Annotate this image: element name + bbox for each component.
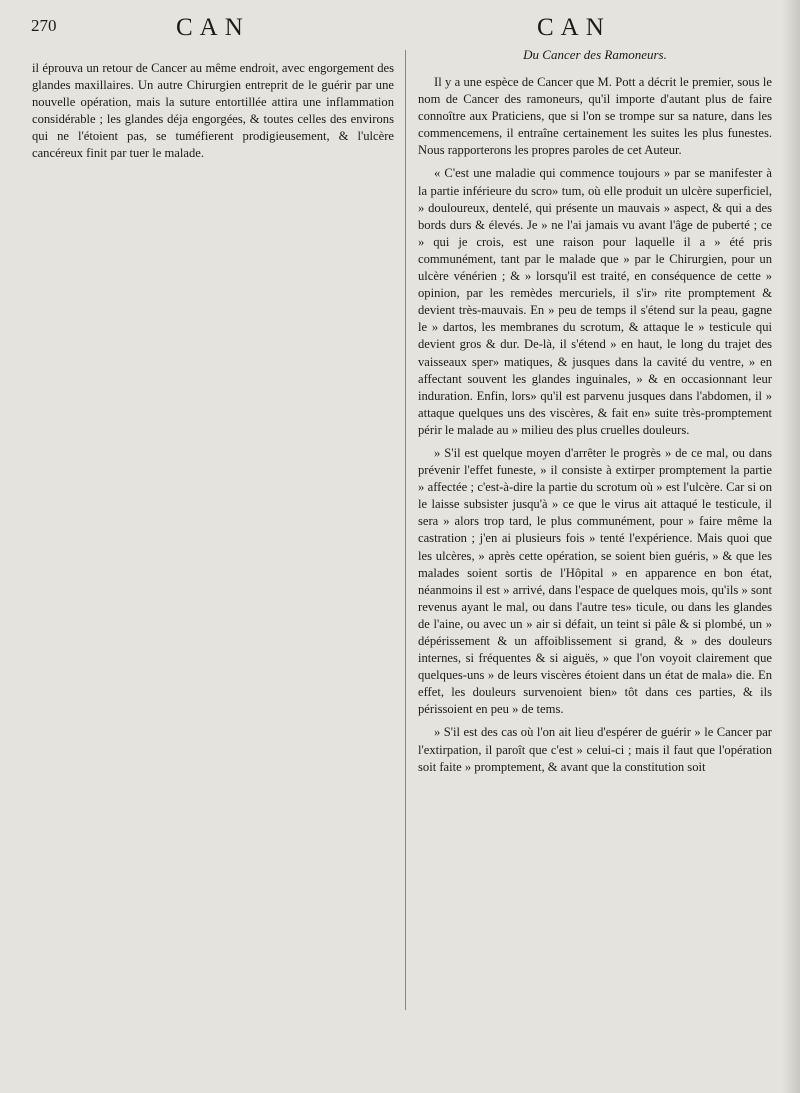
running-header — [0, 14, 800, 44]
right-column — [418, 46, 772, 776]
page-number: 270 — [31, 16, 57, 35]
section-subheading: Du Cancer des Ramoneurs. — [523, 47, 667, 62]
left-paragraph-1: il éprouva un retour de Cancer au même endroit, avec engorgement des glandes maxillaires. Un autre Chirurgien entreprit de le guérir par une nouvelle opération, mais la suture entortillée attira une inflammation considérable ; les glandes déja engorgées, & toutes celles des environs qui ne l'étoient pas, se tuméfierent prodigieusement, & l'ulcère cancéreux finit par tuer le malade. — [32, 61, 394, 161]
right-running-title: CAN — [537, 14, 611, 41]
left-column — [32, 60, 394, 163]
right-paragraph-2: « C'est une maladie qui commence toujours » par se manifester à la partie inférieure du scro» tum, où elle produit un ulcère superficiel, » douloureux, dentelé, qui présente un mauvais » aspect, & qui a des bords durs & élevés. Je » ne l'ai jamais vu avant l'âge de puberté ; ce » qui je crois, est une raison pour laquelle il a » été pris communément, tant par le malade que » par le Chirurgien, pour un ulcère vénérien ; & » lorsqu'il est traité, en conséquence de cette » opinion, par les remèdes mercuriels, il s'ir» rite promptement & devient très-mauvais. En » peu de temps il s'étend sur la peau, gagne le » dartos, les membranes du scrotum, & attaque le » testicule qui devient gros & dur. De-là, il s'étend » en haut, le long du trajet des vaisseaux sper» matiques, & jusques dans la cavité du ventre, » en affectant souvent les glandes inguinales, » & en occasionnant leur induration. Enfin, lors» qu'il est parvenu jusques dans l'abdomen, il » attaque quelques uns des viscères, & fait en» suite très-promptement périr le malade au » milieu des plus cruelles douleurs. — [418, 166, 772, 437]
right-paragraph-1: Il y a une espèce de Cancer que M. Pott a décrit le premier, sous le nom de Cancer des ramoneurs, qu'il importe d'autant plus de faire connoître aux Praticiens, que si l'on se trompe sur sa nature, dans les commencemens, il entraîne certainement les suites les plus funestes. Nous rapporterons les propres paroles de cet Auteur. — [418, 75, 772, 158]
column-divider — [405, 50, 406, 1010]
right-paragraph-3: » S'il est quelque moyen d'arrêter le progrès » de ce mal, ou dans prévenir l'effet funeste, » il consiste à extirper promptement la partie » affectée ; c'est-à-dire la partie du scrotum où » est l'ulcère. Car si on le laisse subsister jusqu'à » ce que le virus ait attaqué le testicule, il sera » alors trop tard, le plus communément, pour » faire même la castration ; j'en ai plusieurs fois » tenté l'expérience. Mais quoi que les ulcères, » après cette opération, se soient bien guéris, » & que les malades soient sortis de l'Hôpital » en apparence en bon état, néanmoins il est » arrivé, dans l'espace de quelques mois, qu'ils » sont revenus ayant le mal, ou dans l'autre tes» ticule, ou dans les glandes de l'aine, ou avec un » air si défait, un teint si pâle & si plombé, un » dépérissement & un affoiblissement si grand, & » des douleurs internes, si fréquentes & si aiguës, » que l'on voyoit clairement que quelques-uns » de leurs viscères étoient dans un état de mala» die. En effet, les douleurs survenoient bien» tôt dans ces parties, & ils périssoient en peu » de tems. — [418, 445, 772, 717]
right-paragraph-4: » S'il est des cas où l'on ait lieu d'espérer de guérir » le Cancer par l'extirpation, il paroît que c'est » celui-ci ; mais il faut que l'opération soit faite » promptement, & avant que la constitution soit — [418, 725, 772, 774]
page-edge-shadow — [782, 0, 800, 1093]
left-running-title: CAN — [176, 14, 250, 41]
